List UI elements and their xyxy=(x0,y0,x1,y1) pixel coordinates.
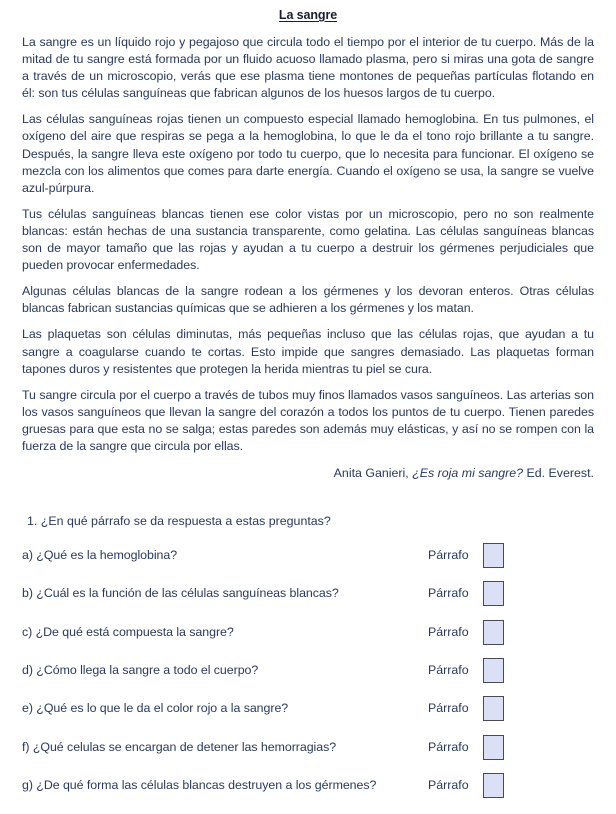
answer-box-e[interactable] xyxy=(483,696,504,721)
passage-paragraph-5: Las plaquetas son células diminutas, más pequeñas incluso que las células rojas, que ayudan a tu sangre a coagularse cuando te cortas. Esto impide que sangres demasiado. Las plaquetas forman tapones duros y resistentes que protegen la herida mientras tu piel se cura. xyxy=(22,327,594,376)
passage-paragraph-1: La sangre es un líquido rojo y pegajoso que circula todo el tiempo por el interior de tu cuerpo. Más de la mitad de tu sangre está formada por un fluido acuoso llamado plasma, pero si miras una gota de sangre a través de un microscopio, verás que ese plasma tiene montones de pequeñas partículas flotando en él: son tus células sanguíneas que fabrican algunos de los huesos largos de tu cuerpo. xyxy=(22,35,594,101)
page-title: La sangre xyxy=(278,8,338,22)
answer-box-c[interactable] xyxy=(483,620,504,645)
answer-label-e: Párrafo xyxy=(428,701,469,716)
passage-paragraph-3: Tus células sanguíneas blancas tienen ese color vistas por un microscopio, pero no son realmente blancas: están hechas de una sustancia transparente, como gelatina. Las células sanguíneas blancas son de mayor tamaño que las rojas y ayudan a tu cuerpo a destruir los gérmenes perjudiciales que pueden provocar enfermedades. xyxy=(22,206,594,273)
passage-paragraph-2: Las células sanguíneas rojas tienen un compuesto especial llamado hemoglobina. En tus pulmones, el oxígeno del aire que respiras se pega a la hemoglobina, lo que le da el tono rojo brillante a tu sangre. Después, la sangre lleva este oxígeno por todo tu cuerpo, que lo necesita para funcionar. El oxígeno se mezcla con los alimentos que comes para darte energía. Cuando el oxígeno se usa, la sangre se vuelve azul-púrpura. xyxy=(22,112,594,195)
answer-label-b: Párrafo xyxy=(428,586,469,601)
answer-box-g[interactable] xyxy=(483,773,504,798)
passage-paragraph-4: Algunas células blancas de la sangre rodean a los gérmenes y los devoran enteros. Otras células blancas fabrican sustancias químicas que se adhieren a los gérmenes y los matan. xyxy=(22,284,594,316)
question-row-c xyxy=(22,613,594,651)
answer-label-a: Párrafo xyxy=(428,547,469,562)
question-text-e: e) ¿Qué es lo que le da el color rojo a la sangre? xyxy=(22,701,289,716)
answer-box-d[interactable] xyxy=(483,658,504,683)
attribution-work-title: ¿Es roja mi sangre? xyxy=(412,466,524,481)
answer-box-f[interactable] xyxy=(483,735,504,760)
answer-label-f: Párrafo xyxy=(428,739,469,754)
answer-box-a[interactable] xyxy=(483,543,504,568)
question-text-b: b) ¿Cuál es la función de las células sanguíneas blancas? xyxy=(22,586,339,601)
question-text-g: g) ¿De qué forma las células blancas destruyen a los gérmenes? xyxy=(22,778,377,793)
exercise-section xyxy=(0,482,616,805)
question-row-g xyxy=(22,767,594,805)
answer-label-d: Párrafo xyxy=(428,663,469,678)
question-row-a xyxy=(22,536,594,574)
question-text-a: a) ¿Qué es la hemoglobina? xyxy=(22,547,178,562)
attribution-publisher: Ed. Everest. xyxy=(523,466,594,481)
question-text-f: f) ¿Qué celulas se encargan de detener las hemorragias? xyxy=(22,739,337,754)
question-row-e xyxy=(22,690,594,728)
answer-box-b[interactable] xyxy=(483,581,504,606)
passage-paragraph-6: Tu sangre circula por el cuerpo a través de tubos muy finos llamados vasos sanguíneos. Las arterias son los vasos sanguíneos que llevan la sangre del corazón a todos los puntos de tu cuerpo. Tienen paredes gruesas para que esta no se salga; estas paredes son además muy elásticas, y así no se rompen con la fuerza de la sangre que circula por ellas. xyxy=(22,387,594,453)
question-row-d xyxy=(22,651,594,689)
worksheet-page xyxy=(0,8,616,814)
reading-passage xyxy=(0,23,616,482)
question-row-b xyxy=(22,575,594,613)
question-row-f xyxy=(22,728,594,766)
source-attribution xyxy=(22,465,594,482)
question-text-d: d) ¿Cómo llega la sangre a todo el cuerpo? xyxy=(22,663,259,678)
attribution-author: Anita Ganieri, xyxy=(333,466,413,481)
question-list xyxy=(22,536,594,805)
answer-label-c: Párrafo xyxy=(428,624,469,639)
exercise-prompt: 1. ¿En qué párrafo se da respuesta a estas preguntas? xyxy=(27,514,331,529)
question-text-c: c) ¿De qué está compuesta la sangre? xyxy=(22,624,234,639)
answer-label-g: Párrafo xyxy=(428,778,469,793)
